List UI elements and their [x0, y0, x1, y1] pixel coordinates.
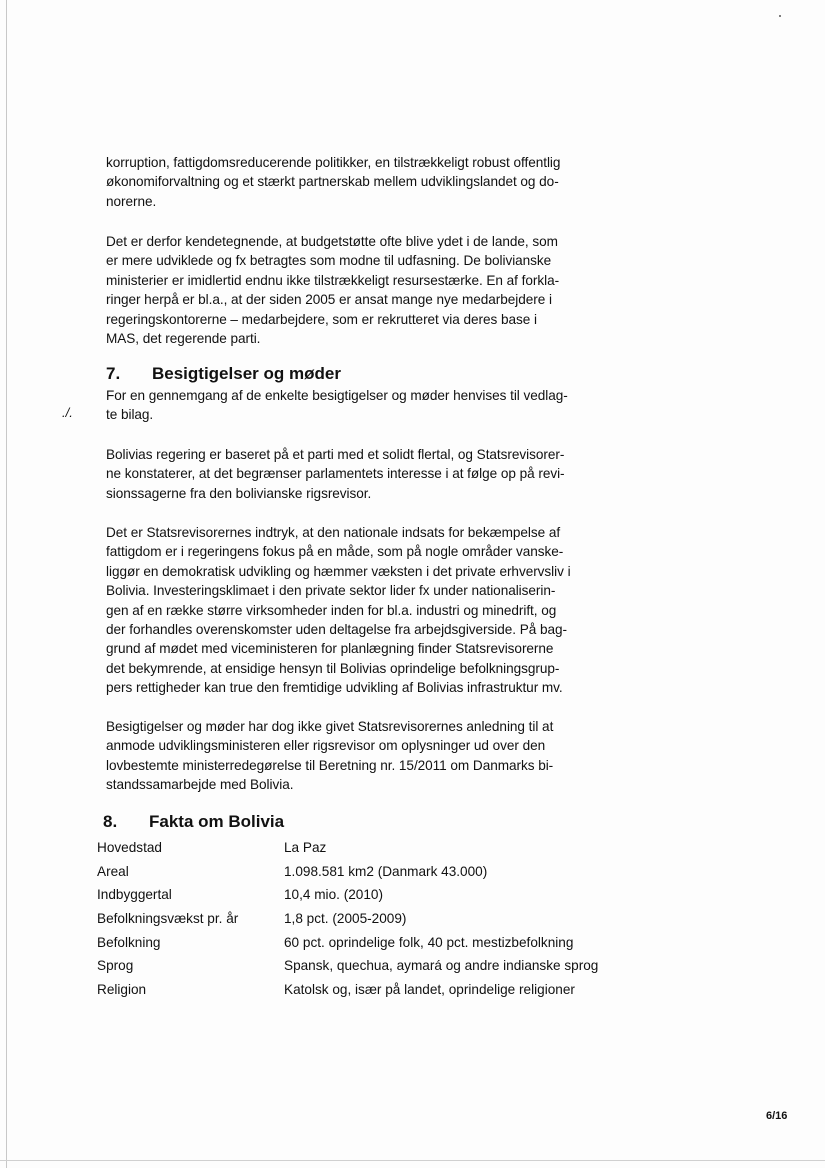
facts-label: Befolkningsvækst pr. år	[97, 911, 239, 927]
facts-value: Katolsk og, især på landet, oprindelige religioner	[284, 981, 575, 997]
facts-row	[97, 907, 617, 931]
text-line: For en gennemgang af de enkelte besigtigelser og møder henvises til vedlag-	[106, 388, 568, 403]
facts-label: Sprog	[97, 958, 134, 974]
scan-edge-left	[6, 0, 7, 1168]
text-line: MAS, det regerende parti.	[106, 331, 261, 347]
facts-row	[97, 954, 617, 978]
text-line: fattigdom er i regeringens fokus på en måde, som på nogle områder vanske-	[106, 544, 564, 560]
scan-edge-bottom	[0, 1160, 825, 1161]
text-line: lovbestemte ministerredegørelse til Beretning nr. 15/2011 om Danmarks bi-	[106, 757, 554, 773]
text-line: økonomiforvaltning og et stærkt partnerskab mellem udviklingslandet og do-	[106, 174, 559, 190]
text-line: ne konstaterer, at det begrænser parlamentets interesse i at følge op på revi-	[106, 466, 565, 482]
facts-label: Hovedstad	[97, 840, 162, 856]
facts-value: 60 pct. oprindelige folk, 40 pct. mestizbefolkning	[284, 934, 574, 950]
text-line: Besigtigelser og møder har dog ikke givet Statsrevisorernes anledning til at	[106, 719, 554, 734]
text-line: sionssagerne fra den bolivianske rigsrevisor.	[106, 485, 372, 501]
text-line: Bolivia. Investeringsklimaet i den private sektor lider fx under nationaliserin-	[106, 583, 556, 599]
text-line: Det er Statsrevisorernes indtryk, at den nationale indsats for bekæmpelse af	[106, 525, 561, 540]
section-number: 7.	[106, 364, 121, 383]
text-line: norerne.	[106, 193, 157, 209]
facts-label: Indbyggertal	[97, 887, 172, 903]
text-line: der forhandles overenskomster uden deltagelse fra arbejdsgiverside. På bag-	[106, 622, 567, 638]
text-line: pers rettigheder kan true den fremtidige udvikling af Bolivias infrastruktur mv.	[106, 680, 563, 696]
facts-row	[97, 836, 617, 860]
facts-value: Spansk, quechua, aymará og andre indianske sprog	[284, 958, 599, 974]
paragraph-conclusion	[106, 717, 588, 795]
text-line: anmode udviklingsministeren eller rigsrevisor om oplysninger ud over den	[106, 738, 546, 754]
facts-row	[97, 883, 617, 907]
facts-label: Religion	[97, 981, 147, 997]
text-line: det bekymrende, at ensidige hensyn til Bolivias oprindelige befolkningsgrup-	[106, 660, 560, 676]
section-title: Fakta om Bolivia	[149, 812, 285, 831]
scan-speck	[779, 15, 781, 17]
text-line: regeringskontorerne – medarbejdere, som er rekrutteret via deres base i	[106, 311, 537, 327]
facts-row	[97, 930, 617, 954]
text-line: grund af mødet med viceministeren for planlægning finder Statsrevisorerne	[106, 641, 554, 657]
text-line: gen af en række større virksomheder inden for bl.a. industri og minedrift, og	[106, 602, 557, 618]
text-line: standssamarbejde med Bolivia.	[106, 777, 294, 793]
paragraph-budget-support	[106, 232, 588, 348]
facts-label: Areal	[97, 863, 129, 879]
facts-row	[97, 978, 617, 1002]
facts-label: Befolkning	[97, 934, 161, 950]
text-line: korruption, fattigdomsreducerende politikker, en tilstrækkeligt robust offentlig	[106, 155, 561, 170]
facts-value: 1.098.581 km2 (Danmark 43.000)	[284, 863, 488, 879]
text-line: te bilag.	[106, 407, 154, 423]
attachment-margin-mark: ./.	[62, 405, 73, 420]
text-line: liggør en demokratisk udvikling og hæmmer væksten i det private erhvervsliv i	[106, 563, 571, 579]
section-title: Besigtigelser og møder	[152, 364, 341, 383]
text-line: ringer herpå er bl.a., at der siden 2005 er ansat mange nye medarbejdere i	[106, 292, 552, 308]
facts-row	[97, 860, 617, 884]
text-line: ministerier er imidlertid endnu ikke tilstrækkeligt resursestærke. En af forkla-	[106, 272, 560, 288]
page-number: 6/16	[766, 1110, 788, 1122]
text-line: Bolivias regering er baseret på et parti med et solidt flertal, og Statsrevisorer-	[106, 447, 565, 462]
text-line: Det er derfor kendetegnende, at budgetstøtte ofte blive ydet i de lande, som	[106, 234, 558, 249]
paragraph-intro	[106, 153, 588, 211]
facts-value: La Paz	[284, 840, 327, 856]
section-number: 8.	[103, 812, 118, 831]
text-line: er mere udviklede og fx betragtes som modne til udfasning. De bolivianske	[106, 253, 552, 269]
paragraph-impression	[106, 523, 588, 698]
paragraph-government	[106, 445, 588, 503]
paragraph-attachment-reference	[106, 386, 588, 425]
facts-table	[97, 836, 617, 1001]
facts-value: 1,8 pct. (2005-2009)	[284, 911, 407, 927]
facts-value: 10,4 mio. (2010)	[284, 887, 383, 903]
